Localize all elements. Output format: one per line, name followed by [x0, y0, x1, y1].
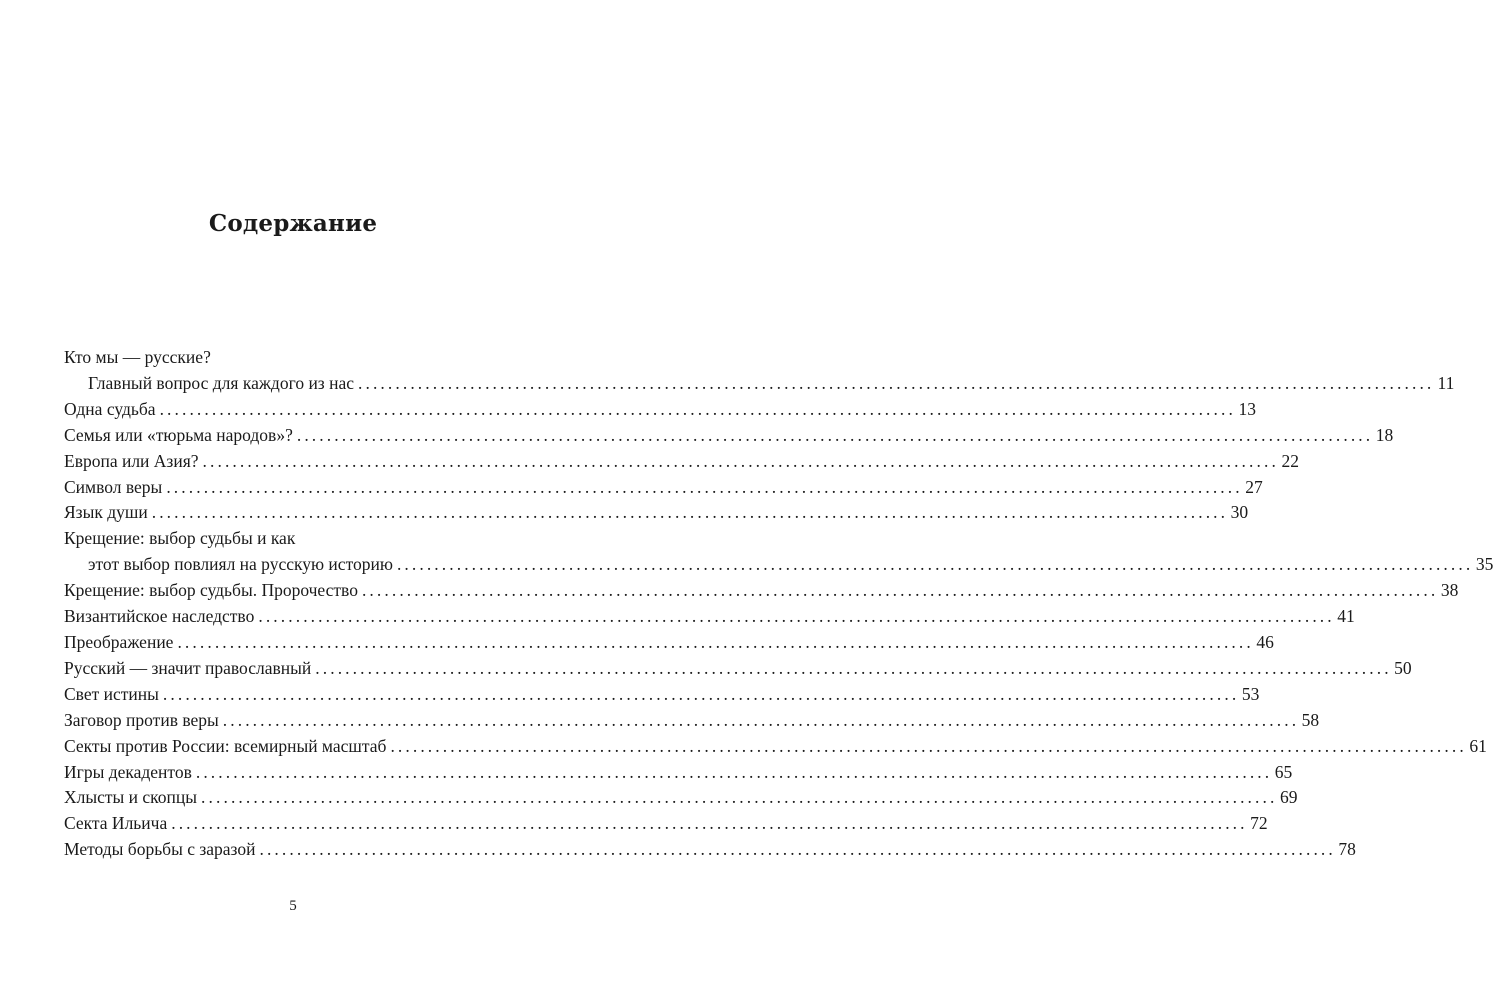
dot-leader — [160, 397, 1236, 423]
toc-entry-title — [64, 604, 1355, 630]
toc-entry-label: Семья или «тюрьма народов»? — [64, 424, 293, 445]
dot-leader — [258, 604, 1334, 630]
toc-entry-page-number: 41 — [1337, 606, 1355, 627]
toc-entry-title-continuation — [64, 552, 1493, 578]
toc-entry-label: Хлысты и скопцы — [64, 787, 198, 808]
page-number: 5 — [289, 898, 297, 914]
toc-entry-title — [64, 630, 1274, 656]
toc-entry-label: Игры декадентов — [64, 761, 192, 782]
toc-entry[interactable] — [64, 500, 1249, 526]
dot-leader — [397, 552, 1473, 578]
toc-entry[interactable] — [64, 604, 1355, 630]
toc-entry-label: Кто мы — русские? — [64, 347, 211, 367]
toc-entry[interactable] — [64, 397, 1256, 423]
dot-leader — [362, 578, 1438, 604]
toc-entry-page-number: 50 — [1394, 657, 1412, 678]
toc-entry-title — [64, 449, 1299, 475]
toc-entry-title — [64, 734, 1487, 760]
toc-entry[interactable] — [64, 656, 1412, 682]
toc-entry-label: Секты против России: всемирный масштаб — [64, 735, 387, 756]
toc-entry[interactable] — [64, 811, 1268, 837]
toc-entry-label: Заговор против веры — [64, 709, 219, 730]
dot-leader — [259, 837, 1335, 863]
dot-leader — [196, 760, 1272, 786]
toc-entry-title — [64, 760, 1293, 786]
toc-entry[interactable] — [64, 760, 1293, 786]
toc-entry-title — [64, 785, 1298, 811]
toc-entry-label: Методы борьбы с заразой — [64, 839, 256, 860]
toc-entry-title-continuation — [64, 371, 1455, 397]
toc-entry[interactable] — [64, 345, 1455, 397]
toc-entry-label: Главный вопрос для каждого из нас — [88, 372, 354, 393]
dot-leader — [203, 449, 1279, 475]
toc-entry-label: Европа или Азия? — [64, 450, 199, 471]
toc-entry[interactable] — [64, 475, 1263, 501]
toc-entry-page-number: 72 — [1250, 813, 1268, 834]
toc-entry[interactable] — [64, 837, 1356, 863]
toc-entry-title — [64, 682, 1260, 708]
toc-entry-page-number: 58 — [1301, 709, 1320, 730]
toc-entry-label: Преображение — [64, 631, 174, 652]
toc-entry[interactable] — [64, 449, 1299, 475]
toc-entry-title — [64, 500, 1249, 526]
toc-entry-label: Крещение: выбор судьбы. Пророчество — [64, 580, 358, 601]
toc-entry-title — [64, 475, 1263, 501]
toc-entry-title — [64, 811, 1268, 837]
dot-leader — [171, 811, 1247, 837]
toc-entry[interactable] — [64, 682, 1260, 708]
table-of-contents — [64, 345, 1493, 863]
toc-entry-label: этот выбор повлиял на русскую историю — [88, 554, 393, 575]
toc-entry-title — [64, 656, 1412, 682]
toc-entry-label: Язык души — [64, 502, 148, 523]
toc-entry-page-number: 65 — [1274, 761, 1293, 782]
dot-leader — [358, 371, 1434, 397]
toc-entry-title — [64, 578, 1459, 604]
toc-entry-page-number: 38 — [1440, 580, 1459, 601]
toc-entry-title — [64, 345, 519, 371]
dot-leader — [163, 682, 1239, 708]
toc-entry-page-number: 35 — [1475, 554, 1493, 575]
dot-leader — [166, 475, 1242, 501]
toc-entry[interactable] — [64, 734, 1487, 760]
toc-entry-title — [64, 397, 1256, 423]
toc-entry-label: Византийское наследство — [64, 606, 255, 627]
toc-entry-page-number: 61 — [1469, 735, 1487, 756]
toc-entry-page-number: 22 — [1281, 450, 1299, 471]
page-title: Содержание — [208, 210, 378, 237]
toc-entry-title — [64, 526, 519, 552]
toc-entry-label: Одна судьба — [64, 398, 156, 419]
dot-leader — [177, 630, 1253, 656]
toc-entry-page-number: 13 — [1238, 398, 1256, 419]
toc-entry[interactable] — [64, 630, 1274, 656]
toc-entry-page-number: 27 — [1245, 476, 1263, 497]
toc-entry-title — [64, 708, 1320, 734]
toc-entry-label: Свет истины — [64, 683, 159, 704]
dot-leader — [390, 734, 1466, 760]
toc-entry-label: Крещение: выбор судьбы и как — [64, 528, 296, 549]
toc-entry-label: Русский — значит православный — [64, 657, 312, 678]
toc-entry[interactable] — [64, 578, 1459, 604]
toc-entry-page-number: 11 — [1437, 372, 1455, 393]
toc-entry-page-number: 46 — [1256, 631, 1274, 652]
dot-leader — [223, 708, 1299, 734]
toc-entry[interactable] — [64, 526, 1493, 578]
toc-entry[interactable] — [64, 423, 1394, 449]
toc-entry-page-number: 69 — [1279, 787, 1298, 808]
toc-entry-page-number: 18 — [1375, 424, 1394, 445]
dot-leader — [201, 785, 1277, 811]
toc-entry[interactable] — [64, 785, 1298, 811]
toc-entry-page-number: 78 — [1338, 839, 1356, 860]
toc-entry-label: Секта Ильича — [64, 813, 168, 834]
toc-entry-page-number: 30 — [1230, 502, 1249, 523]
toc-entry-label: Символ веры — [64, 476, 163, 497]
toc-entry[interactable] — [64, 708, 1320, 734]
toc-entry-title — [64, 423, 1394, 449]
toc-entry-page-number: 53 — [1241, 683, 1260, 704]
dot-leader — [297, 423, 1373, 449]
dot-leader — [315, 656, 1391, 682]
toc-entry-title — [64, 837, 1356, 863]
dot-leader — [152, 500, 1228, 526]
